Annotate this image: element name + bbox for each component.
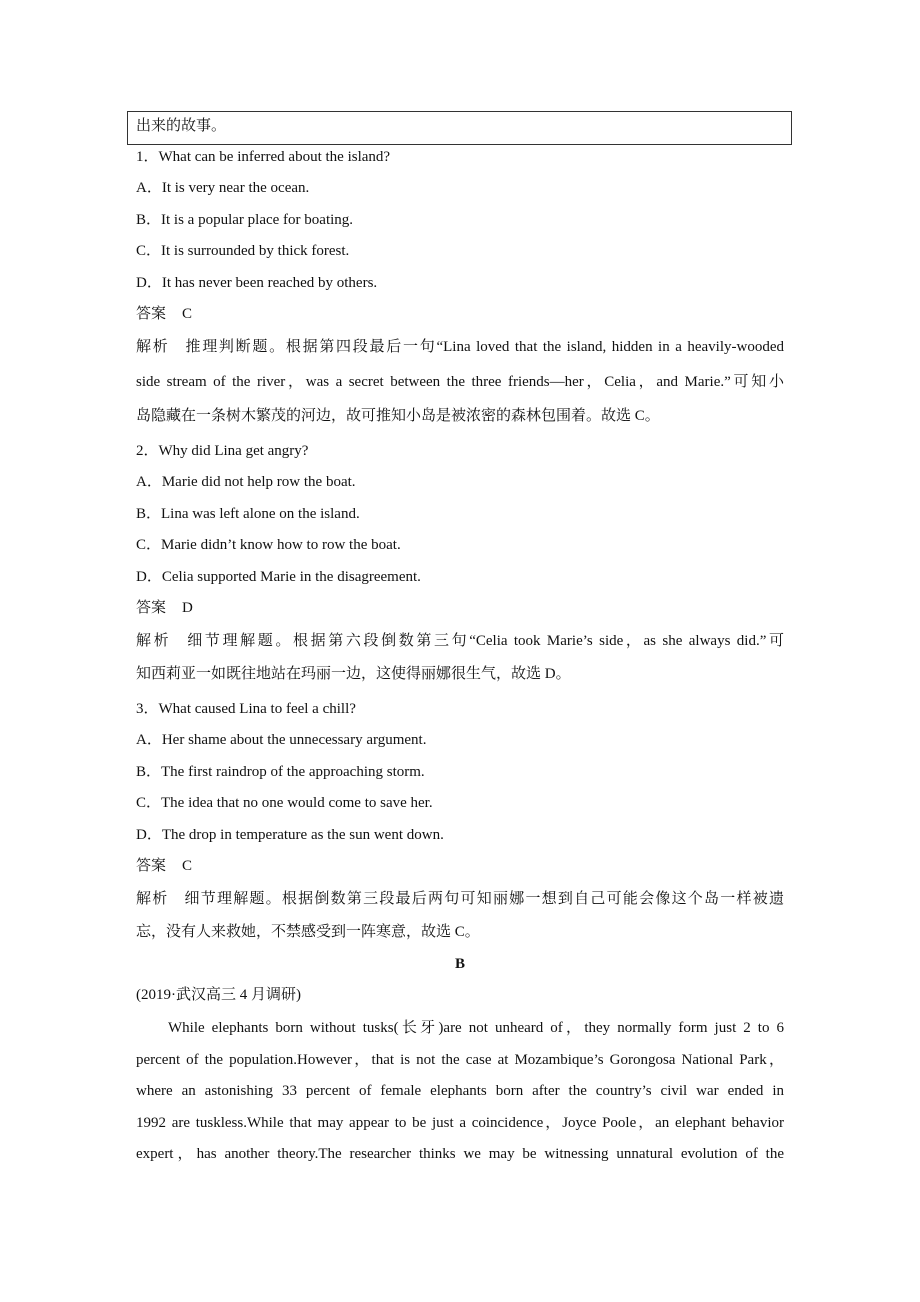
question-3-option-b: B．The first raindrop of the approaching storm. — [136, 764, 425, 780]
answer-value: D — [182, 600, 193, 616]
question-1-option-b: B．It is a popular place for boating. — [136, 212, 354, 228]
analysis-text: 细节理解题。根据倒数第三段最后两句可知丽娜一想到自己可能会像这个岛一样被遗 — [184, 891, 784, 907]
question-1-option-c: C．It is surrounded by thick forest. — [136, 243, 350, 259]
box-text: 出来的故事。 — [136, 118, 227, 134]
answer-value: C — [182, 858, 193, 874]
analysis-label: 解析 — [136, 891, 169, 907]
question-2-option-b: B．Lina was left alone on the island. — [136, 506, 360, 522]
question-3-stem: 3．What caused Lina to feel a chill? — [136, 701, 356, 717]
question-3-option-d: D．The drop in temperature as the sun went down. — [136, 827, 444, 843]
section-source: (2019·武汉高三 4 月调研) — [136, 987, 301, 1003]
question-3-option-a: A．Her shame about the unnecessary argument. — [136, 732, 427, 748]
question-1-option-a: A．It is very near the ocean. — [136, 180, 310, 196]
answer-label: 答案 — [136, 306, 167, 322]
question-2-option-d: D．Celia supported Marie in the disagreement. — [136, 569, 421, 585]
question-3-option-c: C．The idea that no one would come to save her. — [136, 795, 433, 811]
question-2-option-c: C．Marie didn’t know how to row the boat. — [136, 537, 401, 553]
question-1-analysis-line-1 — [136, 337, 784, 357]
section-heading: B — [454, 956, 465, 972]
question-1-analysis-line-3: 岛隐藏在一条树木繁茂的河边，故可推知小岛是被浓密的森林包围着。故选 C。 — [136, 408, 660, 424]
question-1-analysis-line-2: side stream of the river，was a secret between the three friends—her，Celia，and Marie.”可知小 — [136, 374, 784, 390]
passage-line-1: While elephants born without tusks(长牙)are not unheard of，they normally form just 2 to 6 — [168, 1020, 784, 1036]
question-2-analysis-line-2: 知西莉亚一如既往地站在玛丽一边，这使得丽娜很生气，故选 D。 — [136, 666, 571, 682]
analysis-label: 解析 — [136, 339, 170, 355]
question-3-answer — [136, 856, 192, 876]
question-1-answer — [136, 304, 192, 324]
question-1-option-d: D．It has never been reached by others. — [136, 275, 378, 291]
analysis-label: 解析 — [136, 633, 172, 649]
passage-line-4: 1992 are tuskless.While that may appear to be just a coincidence，Joyce Poole，an elephant behavior — [136, 1115, 784, 1131]
question-2-analysis-line-1 — [136, 631, 784, 651]
question-2-option-a: A．Marie did not help row the boat. — [136, 474, 356, 490]
question-2-answer — [136, 598, 193, 618]
continued-text-box — [127, 111, 792, 145]
answer-value: C — [182, 306, 193, 322]
passage-line-5: expert，has another theory.The researcher thinks we may be witnessing unnatural evolution of the — [136, 1146, 784, 1162]
question-3-analysis-line-1 — [136, 889, 784, 909]
question-3-analysis-line-2: 忘，没有人来救她，不禁感受到一阵寒意，故选 C。 — [136, 924, 480, 940]
answer-label: 答案 — [136, 858, 167, 874]
analysis-text: 推理判断题。根据第四段最后一句“Lina loved that the island, hidden in a heavily-wooded — [185, 339, 784, 355]
passage-line-3: where an astonishing 33 percent of female elephants born after the country’s civil war ended in — [136, 1083, 784, 1099]
question-1-stem: 1．What can be inferred about the island? — [136, 149, 391, 165]
question-2-stem: 2．Why did Lina get angry? — [136, 443, 309, 459]
analysis-text: 细节理解题。根据第六段倒数第三句“Celia took Marie’s side，as she always did.”可 — [187, 633, 784, 649]
passage-line-2: percent of the population.However，that is not the case at Mozambique’s Gorongosa National Park， — [136, 1052, 784, 1068]
answer-label: 答案 — [136, 600, 167, 616]
